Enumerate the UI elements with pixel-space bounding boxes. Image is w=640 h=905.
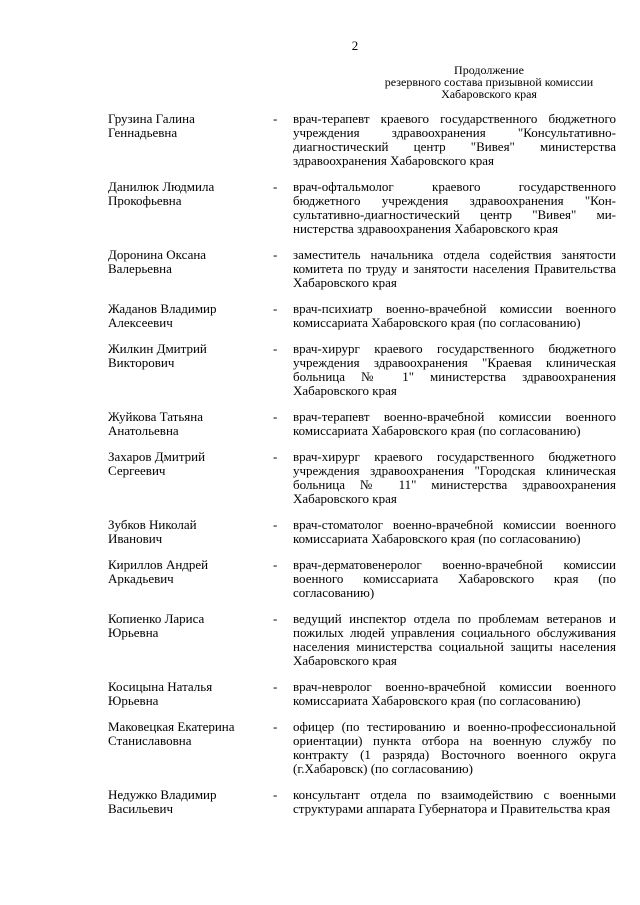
continuation-line-3: Хабаровского края <box>441 87 537 101</box>
member-name: Кириллов Андрей Аркадьевич <box>108 557 209 586</box>
member-name: Жуйкова Татьяна Анатольевна <box>108 409 203 438</box>
member-name: Жилкин Дмитрий Викторович <box>108 341 207 370</box>
member-name: Захаров Дмитрий Сергеевич <box>108 449 206 478</box>
continuation-line-2: резервного состава призывной комиссии <box>384 75 594 89</box>
member-name: Маковецкая Екатерина Станиславовна <box>108 719 235 748</box>
continuation-header <box>352 64 626 100</box>
member-dash: - <box>273 679 278 694</box>
member-dash: - <box>273 179 278 194</box>
member-position: заместитель начальника отдела содействия занятости комитета по труду и занятости населения Правительства Хабаровского края <box>293 247 616 290</box>
member-row <box>108 788 616 816</box>
member-position: врач-невролог военно-врачебной комиссии военного комиссариата Хабаровского края (по согласованию) <box>293 679 616 708</box>
member-name: Жаданов Владимир Алексеевич <box>108 301 217 330</box>
member-position: врач-стоматолог военно-врачебной комиссии военного комиссариата Хабаровского края (по согласованию) <box>293 517 616 546</box>
member-name: Данилюк Людмила Прокофьевна <box>108 179 215 208</box>
member-row <box>108 720 616 776</box>
member-dash: - <box>273 557 278 572</box>
member-row <box>108 302 616 330</box>
member-dash: - <box>273 301 278 316</box>
continuation-line-1: Продолжение <box>454 63 524 77</box>
member-position: врач-хирург краевого государственного бюджетного учреждения здравоохранения "Краевая клиническая больница № 1" министерства здравоохранения Хабаровского края <box>293 341 616 398</box>
member-dash: - <box>273 449 278 464</box>
member-position: врач-терапевт военно-врачебной комиссии военного комиссариата Хабаровского края (по согласованию) <box>293 409 616 438</box>
member-row <box>108 248 616 290</box>
member-name: Копиенко Лариса Юрьевна <box>108 611 205 640</box>
member-row <box>108 518 616 546</box>
member-dash: - <box>273 247 278 262</box>
member-name: Грузина Галина Геннадьевна <box>108 111 195 140</box>
member-dash: - <box>273 787 278 802</box>
member-name: Зубков Николай Иванович <box>108 517 197 546</box>
member-list <box>108 112 616 828</box>
member-dash: - <box>273 611 278 626</box>
member-dash: - <box>273 517 278 532</box>
member-dash: - <box>273 341 278 356</box>
member-dash: - <box>273 111 278 126</box>
member-position: врач-терапевт краевого государственного бюджетного учреждения здравоохранения "Консультативно-диагностический центр "Вивея" министерства здравоохранения Хабаровского края <box>293 111 616 168</box>
page-number: 2 <box>351 38 359 53</box>
member-position: консультант отдела по взаимодействию с военными структурами аппарата Губернатора и Правительства края <box>293 787 616 816</box>
member-position: врач-психиатр военно-врачебной комиссии военного комиссариата Хабаровского края (по согласованию) <box>293 301 616 330</box>
member-position: врач-офтальмолог краевого государственного бюджетного учреждения здравоохранения "Консультативно-диагностический центр "Вивея" министерства здравоохранения Хабаровского края <box>293 179 616 236</box>
member-name: Косицына Наталья Юрьевна <box>108 679 213 708</box>
member-row <box>108 558 616 600</box>
member-dash: - <box>273 409 278 424</box>
member-row <box>108 680 616 708</box>
member-position: ведущий инспектор отдела по проблемам ветеранов и пожилых людей управления социального обслуживания населения министерства социальной защиты населения Хабаровского края <box>293 611 616 668</box>
member-position: врач-дерматовенеролог военно-врачебной комиссии военного комиссариата Хабаровского края (по согласованию) <box>293 557 616 600</box>
member-name: Недужко Владимир Васильевич <box>108 787 217 816</box>
member-row <box>108 112 616 168</box>
member-name: Доронина Оксана Валерьевна <box>108 247 207 276</box>
member-row <box>108 612 616 668</box>
member-dash: - <box>273 719 278 734</box>
member-row <box>108 450 616 506</box>
member-row <box>108 410 616 438</box>
member-position: врач-хирург краевого государственного бюджетного учреждения здравоохранения "Городская клиническая больница № 11" министерства здравоохранения Хабаровского края <box>293 449 616 506</box>
member-row <box>108 180 616 236</box>
member-row <box>108 342 616 398</box>
member-position: офицер (по тестированию и военно-профессиональной ориентации) пункта отбора на военную службу по контракту (1 разряда) Восточного военного округа (г.Хабаровск) (по согласованию) <box>293 719 616 776</box>
